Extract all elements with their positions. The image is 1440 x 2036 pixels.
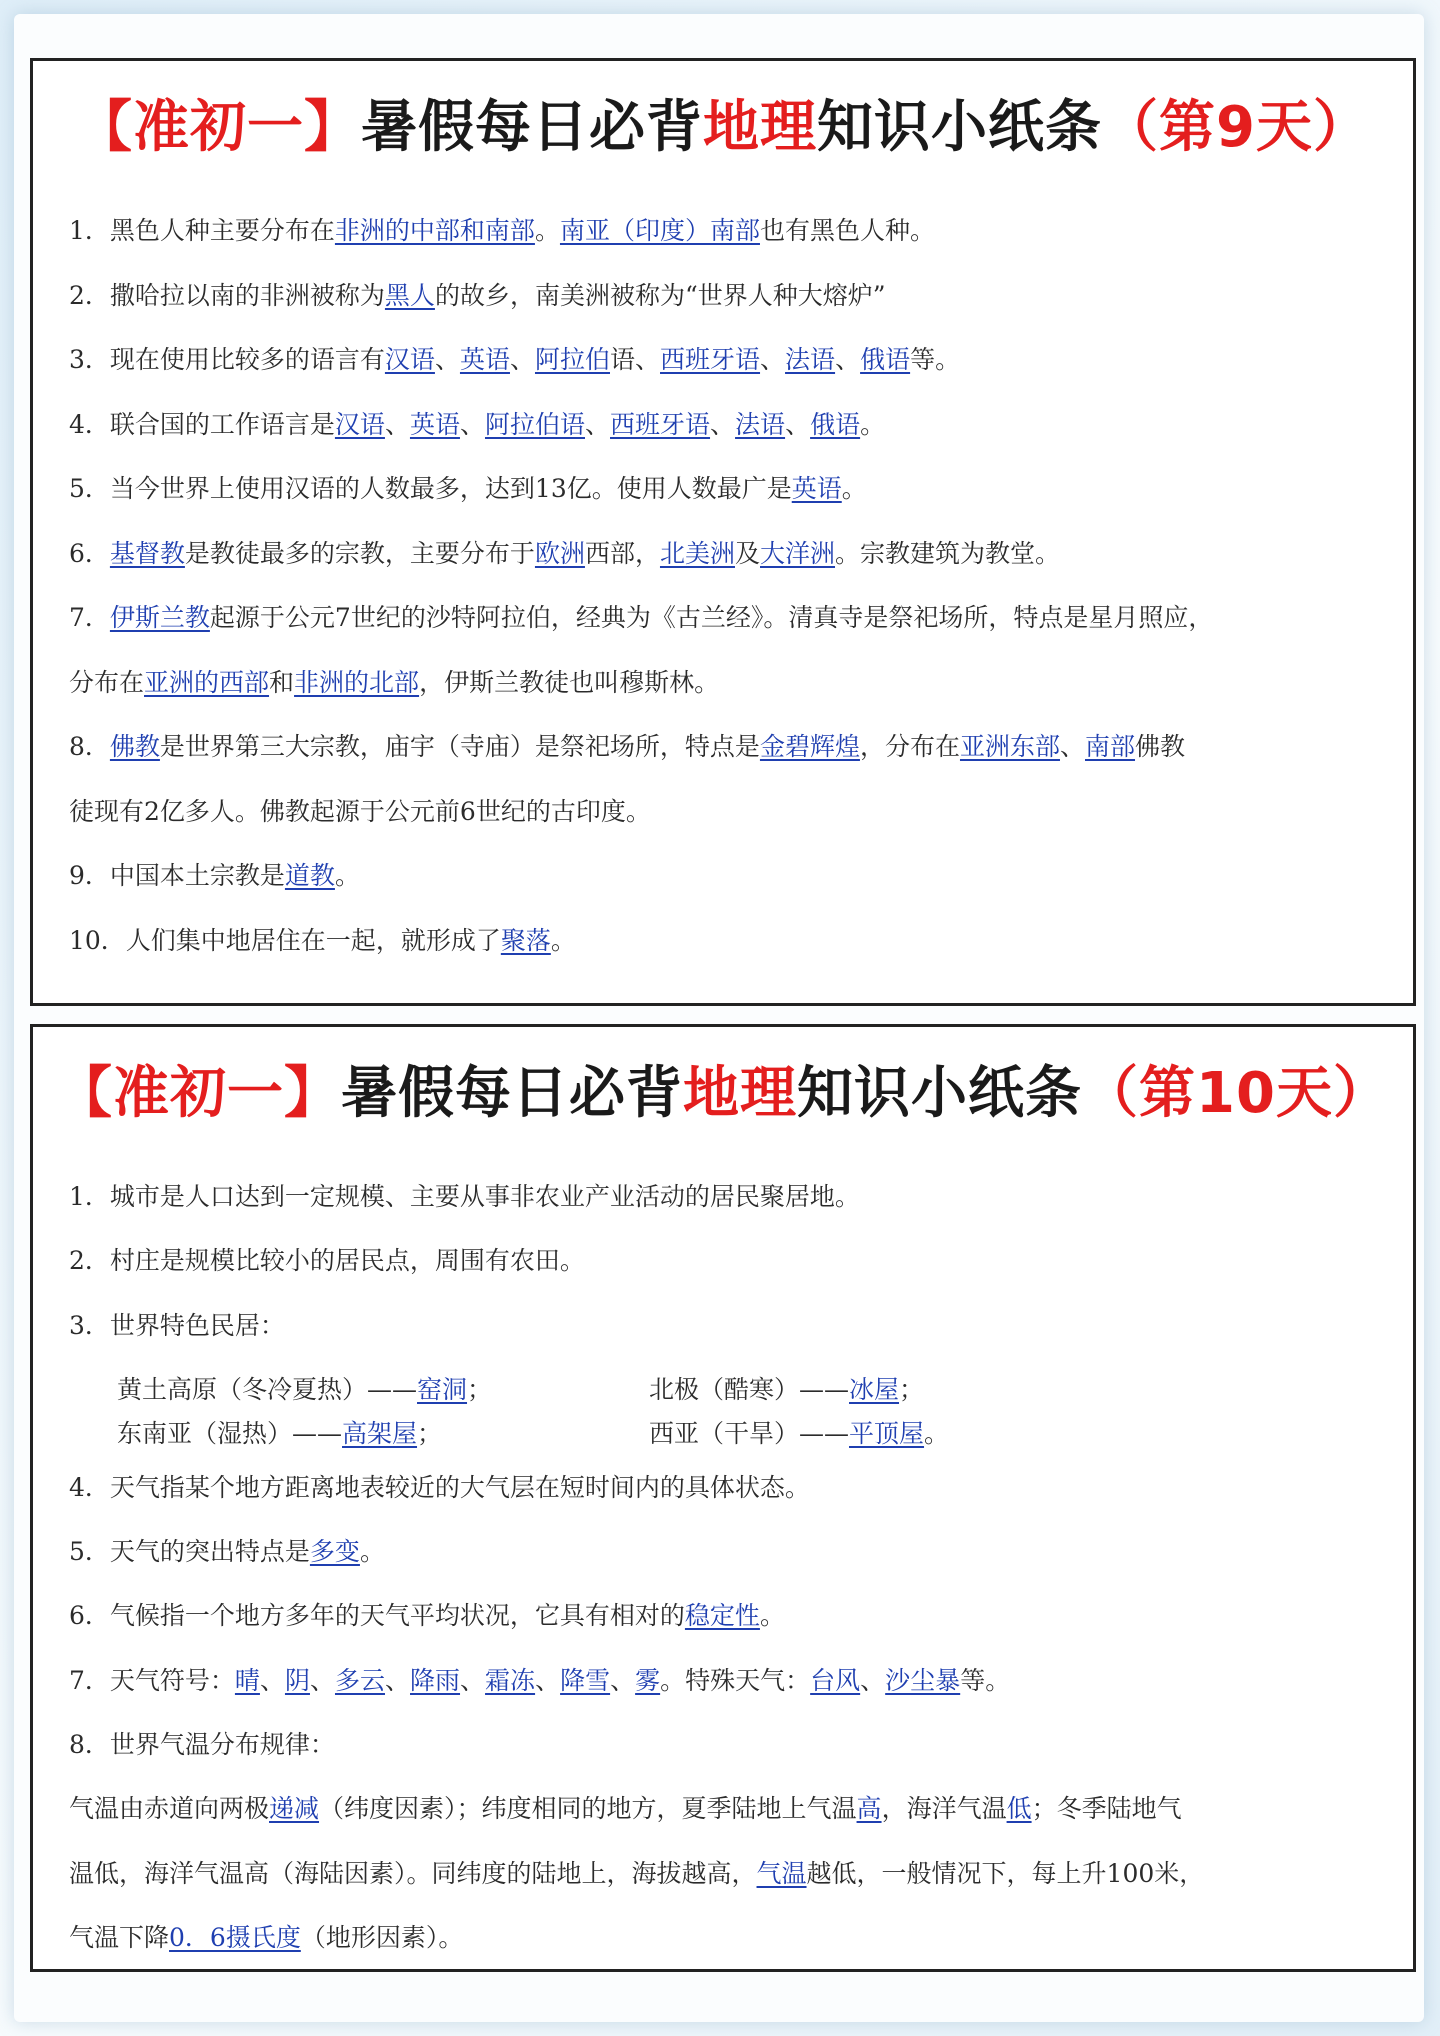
note-text: 。: [550, 925, 576, 955]
key-term: 北美洲: [659, 538, 735, 568]
key-term: 霜冻: [485, 1665, 536, 1695]
note-text: ，伊斯兰教徒也叫穆斯林。: [419, 667, 720, 697]
note-list: [33, 199, 1413, 973]
key-term: 亚洲东部: [959, 732, 1060, 761]
note-text: 是世界第三大宗教，庙宇（寺庙）是祭祀场所，特点是: [159, 732, 760, 761]
dwelling-row: [69, 1368, 1377, 1412]
dwelling-right: [649, 1412, 949, 1456]
key-term: 伊斯兰教: [109, 603, 210, 632]
key-term: 高架屋: [342, 1418, 418, 1448]
note-text: 10．人们集中地居住在一起，就形成了: [69, 925, 501, 955]
note-text: 3．世界特色民居：: [69, 1310, 285, 1340]
note-text: 、: [710, 409, 736, 439]
note-text: 气温下降: [69, 1922, 170, 1952]
note-group-a: [69, 1165, 1377, 1358]
note-line: [69, 1906, 1377, 1970]
key-term: 英语: [459, 345, 510, 374]
note-text: 、: [434, 345, 460, 374]
key-term: 降雪: [560, 1665, 611, 1695]
note-line: [69, 264, 1377, 329]
key-term: 阿拉伯: [534, 345, 610, 374]
note-line: [69, 1713, 1377, 1777]
note-text: 、: [760, 345, 786, 374]
key-term: 冰屋: [849, 1374, 900, 1404]
key-term: 英语: [791, 474, 842, 503]
note-text: 东南亚（湿热）——: [117, 1418, 343, 1448]
note-text: 5．当今世界上使用汉语的人数最多，达到13亿。使用人数最广是: [69, 474, 792, 503]
note-text: 。: [359, 1537, 385, 1567]
note-text: 。: [924, 1418, 950, 1448]
note-text: 4．联合国的工作语言是: [69, 409, 335, 439]
note-text: 。宗教建筑为教堂。: [835, 538, 1061, 568]
note-text: 、: [460, 1665, 486, 1695]
key-term: 多变: [309, 1537, 360, 1567]
note-text: （纬度因素）；纬度相同的地方，夏季陆地上气温: [319, 1794, 857, 1824]
note-line: [69, 1649, 1377, 1713]
note-line: [69, 199, 1377, 264]
key-term: 西班牙语: [610, 409, 711, 439]
note-text: 8．世界气温分布规律：: [69, 1730, 335, 1760]
key-term: 阿拉伯语: [484, 409, 585, 439]
note-text: 1．城市是人口达到一定规模、主要从事非农业产业活动的居民聚居地。: [69, 1182, 860, 1211]
note-card-day9: [30, 58, 1416, 1006]
note-line: [69, 457, 1377, 522]
title-prefix: 【准初一】: [76, 95, 362, 160]
key-term: 英语: [409, 409, 460, 439]
key-term: 欧洲: [534, 538, 585, 568]
note-text: 越低，一般情况下，每上升100米，: [806, 1858, 1205, 1888]
note-text: 9．中国本土宗教是: [69, 861, 285, 890]
note-line: [69, 844, 1377, 909]
title-text-2: 知识小纸条: [817, 95, 1103, 160]
key-term: 低: [1006, 1794, 1032, 1824]
key-term: 递减: [269, 1794, 320, 1824]
note-text: 、: [509, 345, 535, 374]
key-term: 晴: [234, 1665, 260, 1695]
note-text: 也有黑色人种。: [759, 216, 935, 245]
key-term: 非洲的北部: [294, 667, 420, 697]
note-line: [69, 1842, 1377, 1906]
note-text: 及: [734, 538, 760, 568]
note-text: 。特殊天气：: [660, 1665, 811, 1695]
key-term: 道教: [284, 861, 335, 890]
title-subject: 地理: [683, 1061, 798, 1126]
note-line: [69, 393, 1377, 458]
note-text: ，海洋气温: [881, 1794, 1007, 1824]
card-title: [33, 83, 1413, 163]
key-term: 法语: [785, 345, 836, 374]
note-text: 7．: [69, 603, 110, 632]
key-term: 俄语: [810, 409, 861, 439]
note-text: 、: [259, 1665, 285, 1695]
note-text: 等。: [960, 1665, 1011, 1695]
key-term: 雾: [635, 1665, 661, 1695]
title-text: 暑假每日必背: [341, 1061, 684, 1126]
note-text: 、: [459, 409, 485, 439]
key-term: 亚洲的西部: [144, 667, 270, 697]
note-text: 和: [269, 667, 295, 697]
note-line: [69, 1294, 1377, 1358]
note-text: 6．: [69, 538, 110, 568]
title-day: （第10天）: [1082, 1061, 1390, 1126]
key-term: 黑人: [384, 280, 435, 310]
note-text: 温低，海洋气温高（海陆因素）。同纬度的陆地上，海拔越高，: [69, 1858, 757, 1888]
key-term: 多云: [334, 1665, 385, 1695]
note-text: 6．气候指一个地方多年的天气平均状况，它具有相对的: [69, 1601, 685, 1631]
note-line: [69, 715, 1377, 780]
note-text: 。: [841, 474, 867, 503]
note-line: [69, 909, 1377, 974]
note-line: [69, 586, 1377, 651]
key-term: 阴: [284, 1665, 310, 1695]
note-text: 语、: [610, 345, 661, 374]
note-text: 2．撒哈拉以南的非洲被称为: [69, 280, 385, 310]
note-text: 的故乡，南美洲被称为“世界人种大熔炉”: [434, 280, 886, 310]
title-prefix: 【准初一】: [56, 1061, 342, 1126]
note-text: 、: [785, 409, 811, 439]
note-line: [69, 780, 1377, 845]
key-term: 法语: [735, 409, 786, 439]
dwelling-left: [117, 1375, 492, 1404]
note-text: 1．黑色人种主要分布在: [69, 216, 335, 245]
note-text: 西亚（干旱）——: [649, 1418, 850, 1448]
dwelling-left: [117, 1419, 442, 1448]
note-text: 、: [309, 1665, 335, 1695]
note-line: [69, 1229, 1377, 1293]
key-term: 高: [856, 1794, 882, 1824]
note-text: ，分布在: [859, 732, 960, 761]
key-term: 窑洞: [417, 1374, 468, 1404]
note-text: ；: [417, 1418, 443, 1448]
note-text: 起源于公元7世纪的沙特阿拉伯，经典为《古兰经》。清真寺是祭祀场所，特点是星月照应，: [209, 603, 1214, 632]
note-line: [69, 651, 1377, 716]
note-text: 、: [384, 409, 410, 439]
note-text: 5．天气的突出特点是: [69, 1537, 310, 1567]
note-text: 。: [534, 216, 560, 245]
note-line: [69, 1520, 1377, 1584]
key-term: 南部: [1085, 732, 1136, 761]
dwelling-row: [69, 1412, 1377, 1456]
key-term: 汉语: [384, 345, 435, 374]
note-text: 8．: [69, 732, 110, 761]
title-text-2: 知识小纸条: [797, 1061, 1083, 1126]
note-text: 、: [860, 1665, 886, 1695]
note-text: 、: [610, 1665, 636, 1695]
key-term: 大洋洲: [760, 538, 836, 568]
key-term: 降雨: [410, 1665, 461, 1695]
key-term: 非洲的中部和南部: [334, 216, 535, 245]
note-text: ；: [899, 1374, 925, 1404]
note-line: [69, 1777, 1377, 1841]
note-text: 西部，: [584, 538, 660, 568]
note-group-b: [69, 1456, 1377, 1970]
note-line: [69, 1584, 1377, 1648]
note-line: [69, 328, 1377, 393]
key-term: 气温: [756, 1858, 807, 1888]
title-day: （第9天）: [1102, 95, 1370, 160]
key-term: 沙尘暴: [885, 1665, 961, 1695]
note-text: 、: [1059, 732, 1085, 761]
dwelling-right: [649, 1368, 924, 1412]
note-text: 黄土高原（冬冷夏热）——: [117, 1374, 418, 1404]
key-term: 俄语: [860, 345, 911, 374]
card-title: [33, 1049, 1413, 1129]
key-term: 基督教: [109, 538, 185, 568]
key-term: 汉语: [334, 409, 385, 439]
note-card-day10: [30, 1024, 1416, 1972]
note-text: 北极（酷寒）——: [649, 1374, 850, 1404]
note-text: 分布在: [69, 667, 145, 697]
note-text: 4．天气指某个地方距离地表较近的大气层在短时间内的具体状态。: [69, 1472, 810, 1502]
note-text: 等。: [910, 345, 961, 374]
key-term: 台风: [810, 1665, 861, 1695]
key-term: 金碧辉煌: [759, 732, 860, 761]
note-text: ；: [467, 1374, 493, 1404]
note-text: 。: [759, 1601, 785, 1631]
note-text: 、: [385, 1665, 411, 1695]
note-text: 。: [860, 409, 886, 439]
key-term: 西班牙语: [660, 345, 761, 374]
note-text: 2．村庄是规模比较小的居民点，周围有农田。: [69, 1246, 585, 1276]
note-text: 。: [334, 861, 360, 890]
note-text: 气温由赤道向两极: [69, 1794, 270, 1824]
note-line: [69, 1165, 1377, 1229]
note-text: 佛教: [1135, 732, 1186, 761]
note-text: 、: [535, 1665, 561, 1695]
key-term: 稳定性: [684, 1601, 760, 1631]
note-text: 徒现有2亿多人。佛教起源于公元前6世纪的古印度。: [69, 796, 651, 826]
key-term: 平顶屋: [849, 1418, 925, 1448]
key-term: 0．6摄氏度: [169, 1922, 301, 1952]
key-term: 聚落: [500, 925, 551, 955]
note-text: 3．现在使用比较多的语言有: [69, 345, 385, 374]
title-text: 暑假每日必背: [361, 95, 704, 160]
note-line: [69, 522, 1377, 587]
title-subject: 地理: [703, 95, 818, 160]
note-list: [33, 1165, 1413, 1970]
note-text: ；冬季陆地气: [1031, 1794, 1182, 1824]
note-text: 7．天气符号：: [69, 1665, 235, 1695]
note-text: 是教徒最多的宗教，主要分布于: [184, 538, 535, 568]
note-line: [69, 1456, 1377, 1520]
note-text: （地形因素）。: [300, 1922, 464, 1952]
key-term: 佛教: [109, 732, 160, 761]
dwelling-list: [69, 1368, 1377, 1456]
note-text: 、: [835, 345, 861, 374]
note-text: 、: [585, 409, 611, 439]
key-term: 南亚（印度）南部: [559, 216, 760, 245]
